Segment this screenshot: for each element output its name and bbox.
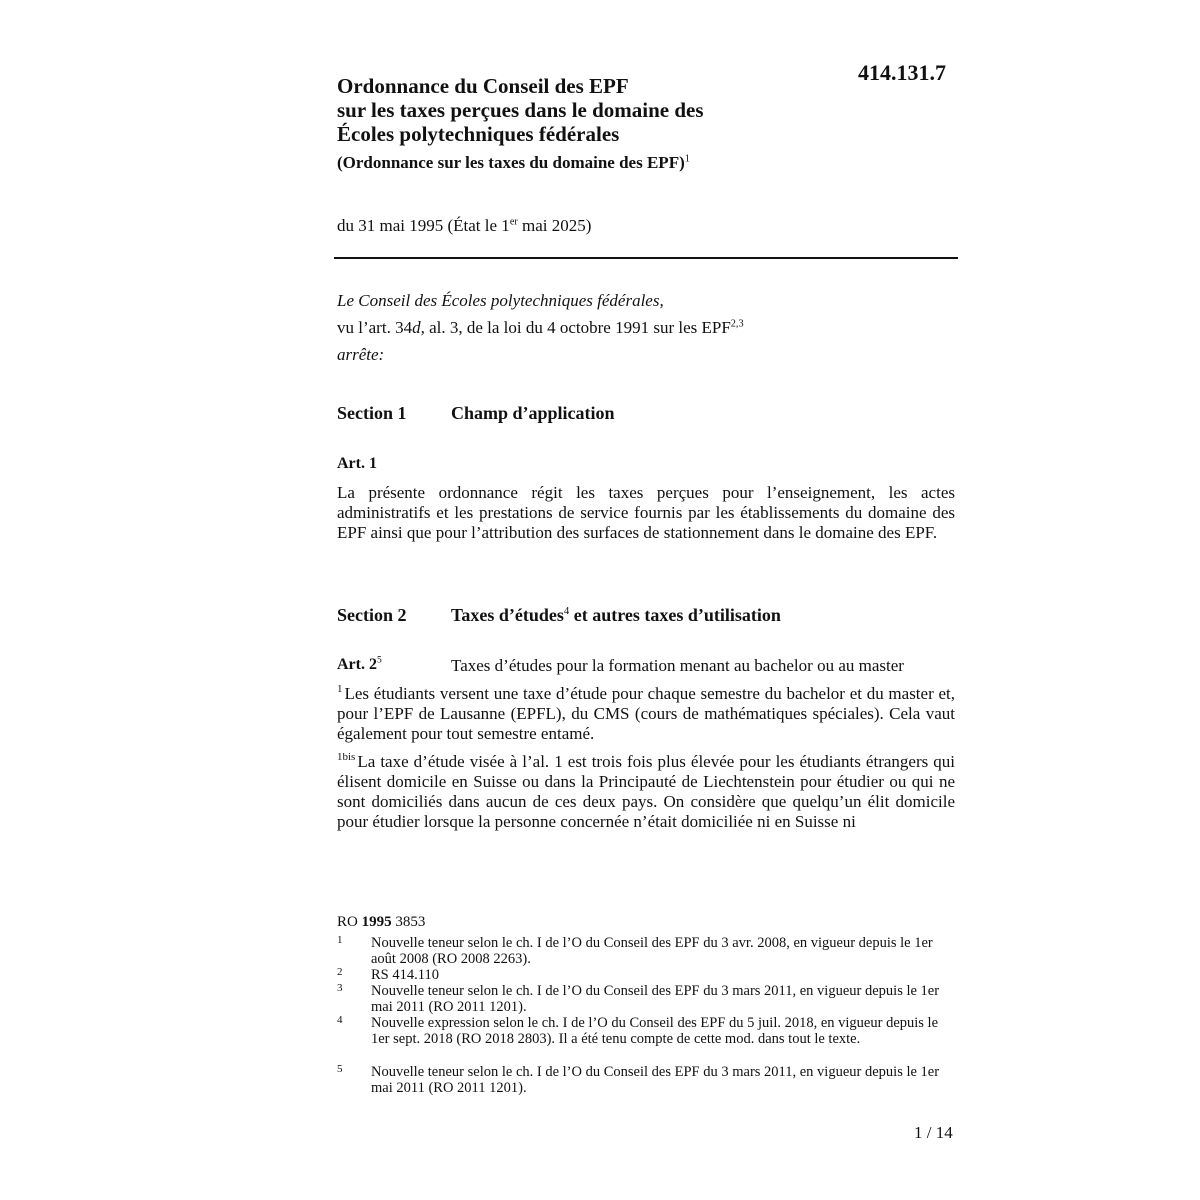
preamble-basis: vu l’art. 34d, al. 3, de la loi du 4 octobre 1991 sur les EPF$^{2,3}$ (337, 318, 744, 337)
paragraph-number: 1 (337, 683, 343, 696)
document-title (337, 74, 857, 146)
article-1-text: La présente ordonnance régit les taxes perçues pour l’enseignement, les actes administratifs et les prestations de service fournis par les établissements du domaine des EPF ainsi que pour l’attribution des surfaces de stationnement dans le domaine des EPF. (337, 483, 955, 542)
article-2-paragraph-1: $^1$ Les étudiants versent une taxe d’étude pour chaque semestre du bachelor et du master et, pour l’EPF de Lausanne (EPFL), du CMS (cours de mathématiques spéciales). Cela vaut également pour tout semestre entamé. (337, 683, 955, 743)
article-label: Art. 1 (337, 455, 377, 472)
preamble-decree: arrête: (337, 345, 385, 364)
footnote-text: Nouvelle teneur selon le ch. I de l’O du Conseil des EPF du 3 mars 2011, en vigueur depuis le 1er mai 2011 (RO 2011 1201). (371, 1064, 940, 1096)
footnote-number: 2 (337, 966, 343, 978)
article-label: Art. 2 (337, 656, 377, 673)
footnote-ref[interactable]: 1 (684, 153, 690, 165)
footnote-item (337, 1064, 947, 1096)
title-line: Écoles polytechniques fédérales (337, 122, 620, 146)
footnote-item (337, 935, 947, 967)
date-text: du 31 mai 1995 (État le 1 (337, 216, 510, 235)
footnote-text: Nouvelle teneur selon le ch. I de l’O du Conseil des EPF du 3 avr. 2008, en vigueur depuis le 1er août 2008 (RO 2008 2263). (371, 935, 933, 967)
footnote-ref[interactable]: 4 (563, 605, 570, 617)
footnote-item (337, 1015, 947, 1047)
footnote-text: RS 414.110 (371, 967, 439, 983)
article-title: Taxes d’études pour la formation menant au bachelor ou au master (451, 656, 904, 675)
footnote-text: Nouvelle expression selon le ch. I de l’O du Conseil des EPF du 5 juil. 2018, en vigueur depuis le 1er sept. 2018 (RO 2018 2803). Il a été tenu compte de cette mod. dans tout le texte. (371, 1015, 939, 1047)
article-2-paragraph-1bis: $^{1bis}$ La taxe d’étude visée à l’al. 1 est trois fois plus élevée pour les étudiants étrangers qui élisent domicile en Suisse ou dans la Principauté de Liechtenstein pour étudier ou qui ne sont domiciliés dans aucun de ces deux pays. On considère que quelqu’un élit domicile pour étudier lorsque la personne concernée n’était domiciliée ni en Suisse ni (337, 751, 955, 831)
footnote-item (337, 967, 947, 983)
header-divider (334, 257, 958, 259)
footnote-number: 5 (337, 1063, 343, 1075)
footnote-number: 1 (337, 934, 343, 946)
preamble (337, 287, 744, 368)
section-2-heading (337, 605, 781, 626)
footnote-ref[interactable]: 5 (376, 654, 382, 666)
section-title: Taxes d’études$^4$ et autres taxes d’utilisation (451, 605, 781, 625)
document-date (337, 216, 591, 236)
footnote-text: Nouvelle teneur selon le ch. I de l’O du Conseil des EPF du 3 mars 2011, en vigueur depuis le 1er mai 2011 (RO 2011 1201). (371, 983, 940, 1015)
document-subtitle (337, 153, 690, 173)
footnote-ref[interactable]: 2,3 (730, 318, 744, 330)
section-label: Section 1 (337, 403, 407, 423)
article-1-heading (337, 455, 377, 473)
title-line: Ordonnance du Conseil des EPF (337, 74, 629, 98)
section-label: Section 2 (337, 605, 407, 625)
date-text-end: mai 2025) (517, 216, 592, 235)
footnote-number: 3 (337, 982, 343, 994)
paragraph-number: 1bis (337, 751, 356, 764)
subtitle-text: (Ordonnance sur les taxes du domaine des EPF) (337, 153, 685, 172)
date-sup: er (509, 216, 518, 228)
section-title: Champ d’application (451, 403, 615, 423)
page-number: 1 / 14 (914, 1123, 953, 1142)
preamble-authority: Le Conseil des Écoles polytechniques fédérales, (337, 291, 664, 310)
section-1-heading (337, 403, 615, 424)
document-number: 414.131.7 (858, 60, 946, 85)
footnote-item (337, 983, 947, 1015)
article-2-heading (337, 654, 904, 675)
footnote-ro-reference: RO 1995 3853 (337, 914, 426, 930)
title-line: sur les taxes perçues dans le domaine des (337, 98, 704, 122)
footnote-number: 4 (337, 1014, 343, 1026)
